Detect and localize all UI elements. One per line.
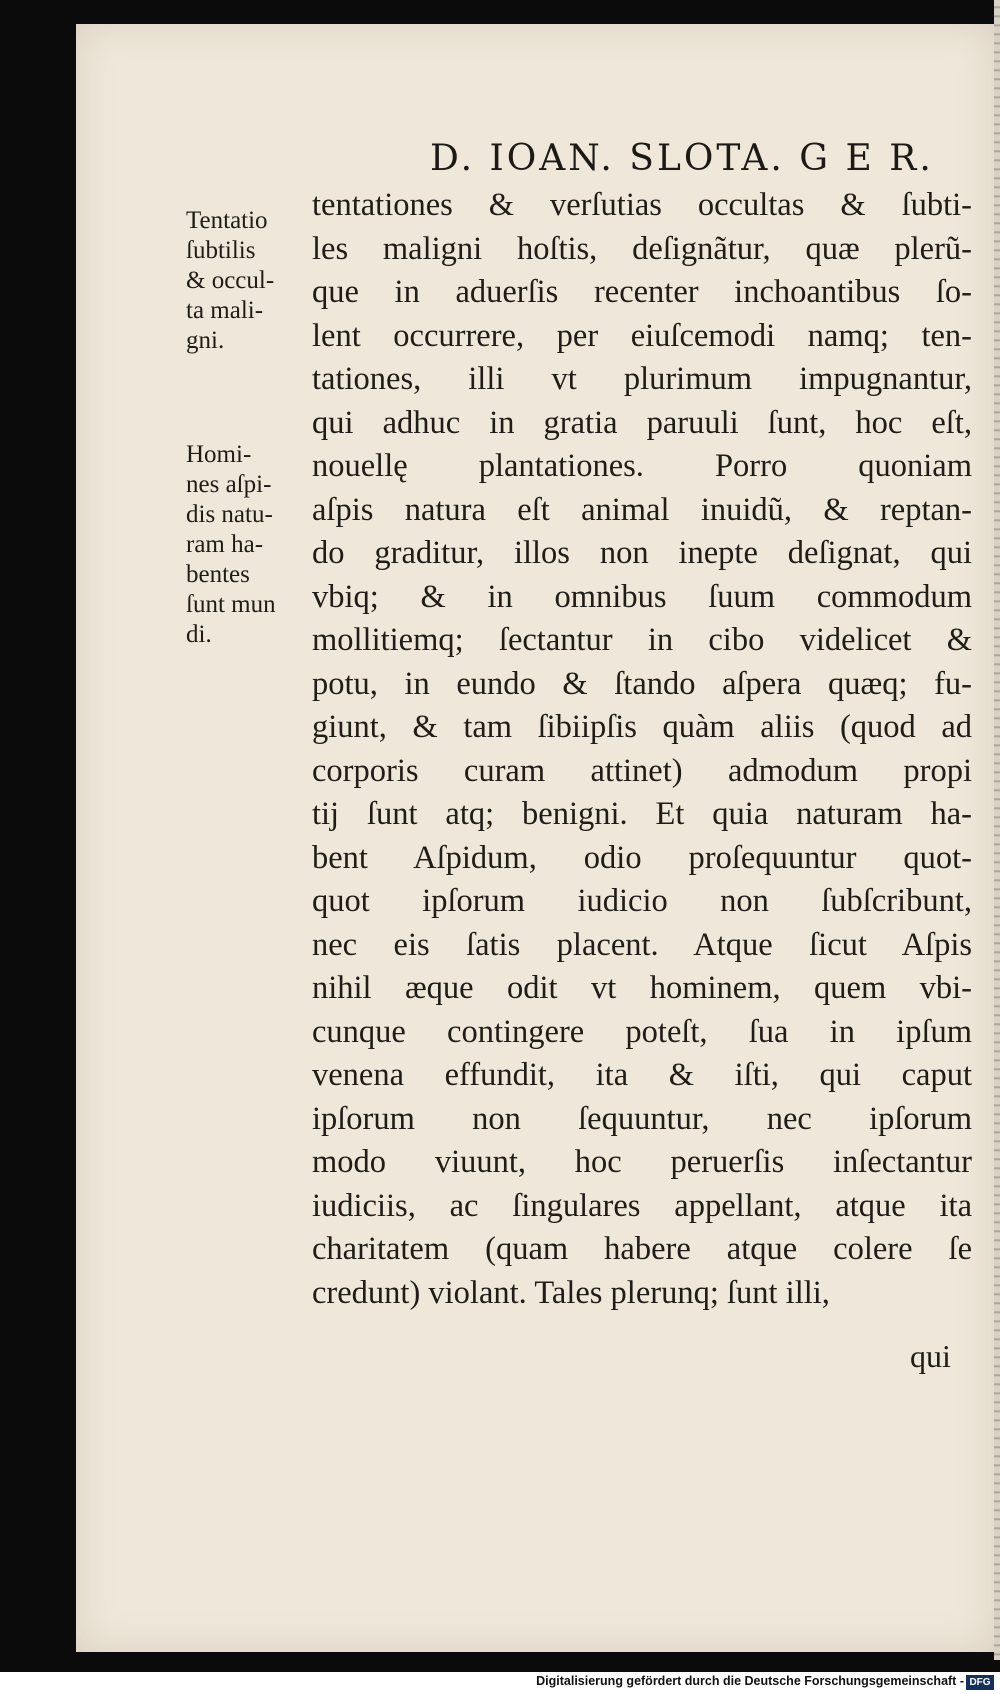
text-line: quot ipſorum iudicio non ſubſcribunt, — [312, 883, 972, 919]
running-head: D. IOAN. SLOTA. G E R. — [430, 138, 934, 179]
text-line: charitatem (quam habere atque colere ſe — [312, 1231, 972, 1267]
page-edge — [994, 0, 1000, 1660]
text-line: tationes, illi vt plurimum impugnantur, — [312, 361, 972, 397]
marginal-note-line: ta mali- — [186, 297, 264, 324]
text-line: do graditur, illos non inepte deſignat, qui — [312, 535, 972, 571]
text-line: lent occurrere, per eiuſcemodi namq; ten- — [312, 317, 972, 354]
text-line: venena effundit, ita & iſti, qui caput — [312, 1057, 972, 1093]
text-line: giunt, & tam ſibiipſis quàm aliis (quod ad — [312, 709, 972, 745]
marginal-note-line: ram ha- — [186, 531, 264, 558]
marginal-note-line: nes aſpi- — [186, 471, 272, 498]
text-line: cunque contingere poteſt, ſua in ipſum — [312, 1013, 972, 1050]
marginal-note-line: ſubtilis — [186, 237, 256, 264]
catchword: qui — [910, 1338, 951, 1374]
marginal-note-line: gni. — [186, 327, 225, 354]
text-line: ipſorum non ſequuntur, nec ipſorum — [312, 1100, 972, 1137]
dfg-logo: DFG — [966, 1675, 994, 1690]
marginal-note-line: ſunt mun — [186, 591, 276, 618]
marginal-note-line: Homi- — [186, 441, 252, 468]
marginal-note-line: di. — [186, 621, 212, 648]
text-line: que in aduerſis recenter inchoantibus ſo- — [312, 274, 972, 310]
text-line: tentationes & verſutias occultas & ſubti- — [312, 187, 972, 223]
text-line: modo viuunt, hoc peruerſis inſectantur — [312, 1144, 972, 1180]
marginal-note-line: bentes — [186, 561, 250, 588]
funding-note: Digitalisierung gefördert durch die Deutsche Forschungsgemeinschaft - — [536, 1674, 964, 1688]
text-line: nec eis ſatis placent. Atque ſicut Aſpis — [312, 926, 972, 963]
text-line: vbiq; & in omnibus ſuum commodum — [312, 578, 972, 615]
text-line: credunt) violant. Tales plerunq; ſunt illi, — [312, 1274, 830, 1311]
text-line: bent Aſpidum, odio proſequuntur quot- — [312, 839, 972, 876]
text-line: qui adhuc in gratia paruuli ſunt, hoc eſt, — [312, 404, 972, 441]
body-text — [312, 184, 972, 1315]
marginal-note-1 — [186, 206, 312, 356]
marginal-note-line: & occul- — [186, 267, 275, 294]
text-line: corporis curam attinet) admodum propi — [312, 752, 972, 789]
text-line: les maligni hoſtis, deſignãtur, quæ plerũ- — [312, 230, 972, 267]
marginal-note-line: dis natu- — [186, 501, 273, 528]
text-line: iudiciis, ac ſingulares appellant, atque ita — [312, 1187, 972, 1224]
text-line: nihil æque odit vt hominem, quem vbi- — [312, 970, 972, 1006]
text-line: tij ſunt atq; benigni. Et quia naturam ha- — [312, 796, 972, 832]
text-line: nouellę plantationes. Porro quoniam — [312, 448, 972, 484]
marginal-note-line: Tentatio — [186, 207, 268, 234]
text-line: potu, in eundo & ſtando aſpera quæq; fu- — [312, 665, 972, 702]
text-line: aſpis natura eſt animal inuidũ, & reptan- — [312, 491, 972, 528]
text-line: mollitiemq; ſectantur in cibo videlicet & — [312, 622, 972, 658]
marginal-note-2 — [186, 440, 312, 650]
